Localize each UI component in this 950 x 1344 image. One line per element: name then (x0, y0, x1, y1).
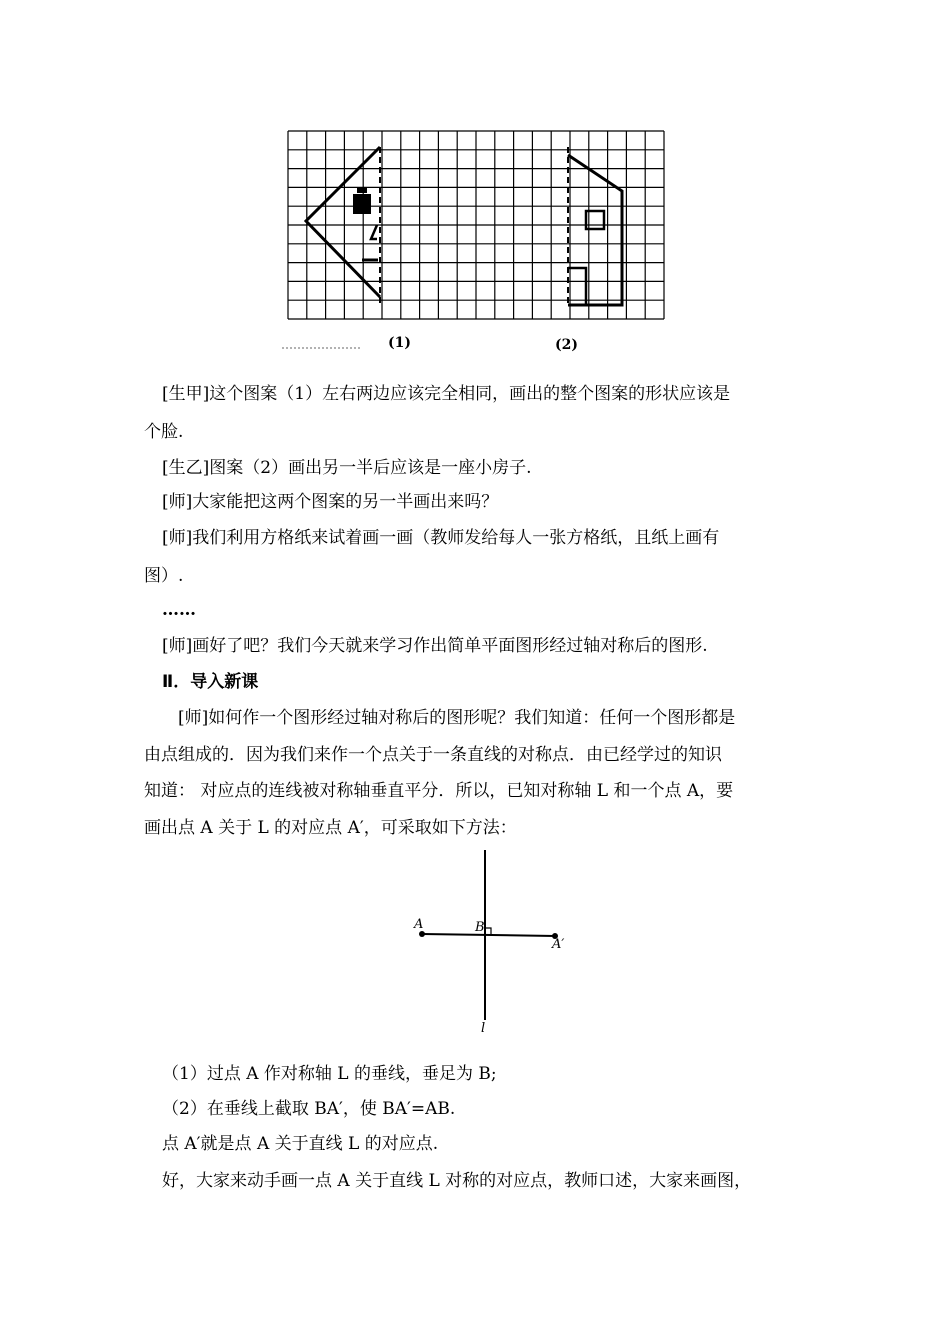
label-l: l (481, 1021, 486, 1036)
pattern-label-1: (1) (388, 335, 411, 351)
paragraph-conclusion: 点 A′就是点 A 关于直线 L 的对应点. (162, 1134, 439, 1154)
step-1: （1）过点 A 作对称轴 L 的垂线，垂足为 B; (162, 1064, 497, 1084)
pattern-label-2: (2) (555, 337, 578, 353)
paragraph-intro-line1: [师]如何作一个图形经过轴对称后的图形呢？我们知道：任何一个图形都是 (178, 708, 736, 728)
paragraph-intro-line3: 知道： 对应点的连线被对称轴垂直平分．所以，已知对称轴 L 和一个点 A，要 (144, 781, 734, 801)
paragraph-shi-done: [师]画好了吧？我们今天就来学习作出简单平面图形经过轴对称后的图形. (162, 636, 708, 656)
perpendicular-segment (422, 934, 555, 936)
face-eyebrow (357, 187, 367, 193)
label-A: A (414, 917, 424, 932)
face-eye (353, 194, 371, 214)
paragraph-shi-grid-line2: 图）. (144, 566, 184, 586)
label-A-prime: A′ (552, 937, 565, 952)
section-heading: Ⅱ．导入新课 (162, 672, 259, 692)
paragraph-sheng-jia-line2: 个脸. (144, 422, 184, 442)
paragraph-intro-line4: 画出点 A 关于 L 的对应点 A′，可采取如下方法： (144, 818, 517, 838)
paragraph-activity: 好，大家来动手画一点 A 关于直线 L 对称的对应点，教师口述，大家来画图， (162, 1171, 752, 1191)
paragraph-intro-line2: 由点组成的．因为我们来作一个点关于一条直线的对称点．由已经学过的知识 (144, 745, 722, 765)
paragraph-shi-question: [师]大家能把这两个图案的另一半画出来吗？ (162, 492, 499, 512)
ellipsis: …… (162, 600, 196, 620)
paragraph-sheng-yi: [生乙]图案（2）画出另一半后应该是一座小房子. (162, 458, 532, 478)
paragraph-shi-grid-line1: [师]我们利用方格纸来试着画一画（教师发给每人一张方格纸，且纸上画有 (162, 528, 720, 548)
face-nose (371, 225, 377, 239)
label-B: B (475, 920, 485, 935)
step-2: （2）在垂线上截取 BA′，使 BA′=AB. (162, 1099, 456, 1119)
face-half-outline (306, 147, 380, 297)
grid-figure (280, 125, 670, 360)
paragraph-sheng-jia-line1: [生甲]这个图案（1）左右两边应该完全相同，画出的整个图案的形状应该是 (162, 384, 731, 404)
house-door (568, 268, 586, 305)
reflection-figure (400, 848, 590, 1038)
